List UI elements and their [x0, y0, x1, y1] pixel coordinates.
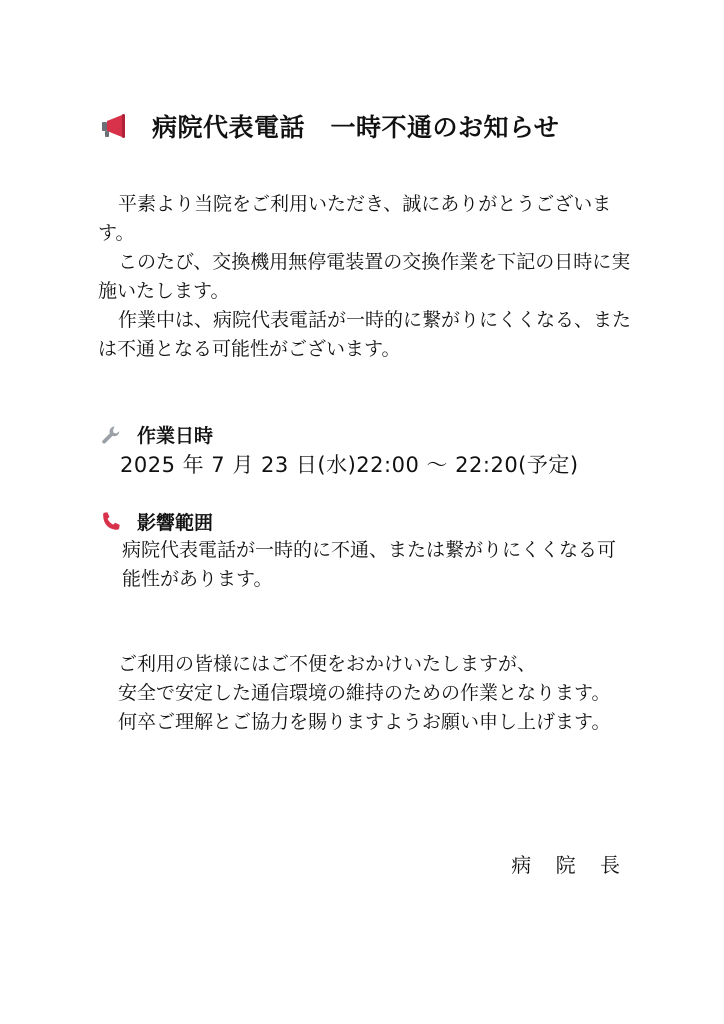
- work-schedule-heading: 作業日時: [137, 425, 214, 447]
- impact-heading: 影響範囲: [137, 512, 214, 534]
- intro-text: [98, 190, 638, 364]
- signature: 病 院 長: [511, 853, 629, 877]
- intro-paragraph: 平素より当院をご利用いただき、誠にありがとうございます。: [98, 193, 612, 244]
- wrench-icon: [100, 424, 122, 446]
- title-row: [100, 108, 559, 144]
- impact-text: 病院代表電話が一時的に不通、または繋がりにくくなる可能性があります。: [122, 539, 617, 590]
- telephone-icon: [100, 511, 122, 533]
- closing-paragraph: 何卒ご理解とご協力を賜りますようお願い申し上げます。: [118, 711, 611, 733]
- intro-paragraph: 作業中は、病院代表電話が一時的に繋がりにくくなる、または不通となる可能性がございます。: [98, 309, 632, 360]
- closing-paragraph: 安全で安定した通信環境の維持のための作業となります。: [118, 682, 611, 704]
- intro-paragraph: このたび、交換機用無停電装置の交換作業を下記の日時に実施いたします。: [98, 251, 631, 302]
- work-schedule-heading-row: [100, 421, 213, 448]
- megaphone-icon: [100, 113, 130, 139]
- work-datetime: 2025 年 7 月 23 日(水)22:00 ～ 22:20(予定): [120, 453, 579, 477]
- closing-text: [98, 650, 638, 737]
- impact-heading-row: [100, 508, 213, 535]
- page-title: 病院代表電話 一時不通のお知らせ: [152, 113, 560, 142]
- closing-paragraph: ご利用の皆様にはご不便をおかけいたしますが、: [118, 653, 537, 675]
